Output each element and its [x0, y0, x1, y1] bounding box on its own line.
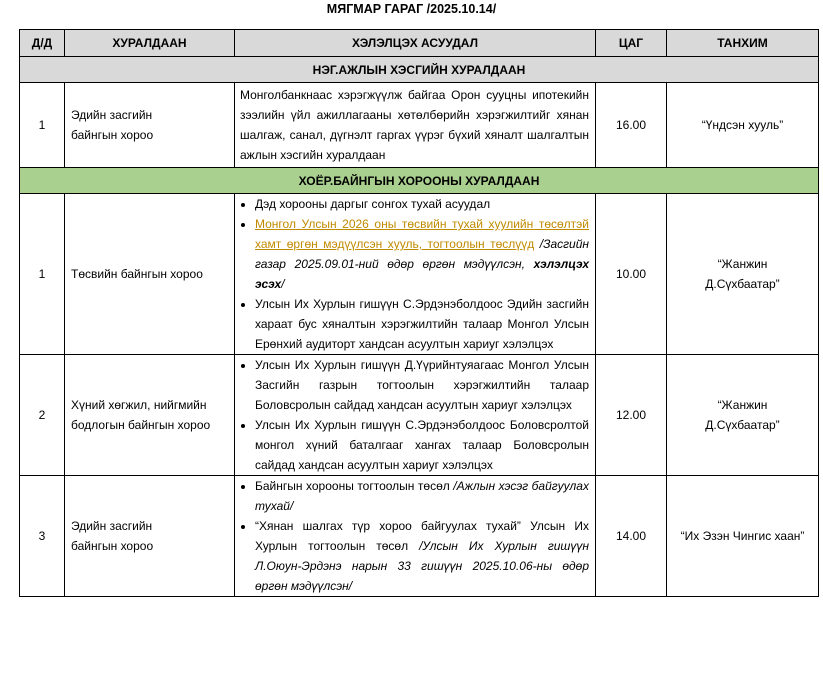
agenda-text: Монголбанкнаас хэрэгжүүлж байгаа Орон сууцны ипотекийн зээлийн үйл ажиллагааны хөтөлбөрийн хэрэгжилтийг хянан шалгаж, санал, дүгнэлт гаргах үүрэг бүхий хяналт шалгалтын ажлын хэсгийн хуралдаан: [235, 83, 596, 168]
table-header-row: [20, 30, 819, 57]
agenda-item: • Улсын Их Хурлын гишүүн С.Эрдэнэболдоос Эдийн засгийн хараат бус хяналтын хэрэгжилтийн талаар Монгол Улсын Ерөнхий аудиторт хандсан асуултын хариуг хэлэлцэх: [255, 294, 589, 354]
committee-name: Эдийн засгийн байнгын хороо: [65, 83, 235, 168]
column-header-room: ТАНХИМ: [667, 30, 819, 57]
page-title: МЯГМАР ГАРАГ /2025.10.14/: [326, 2, 497, 16]
row-number: 3: [20, 476, 65, 597]
section-title: НЭГ.АЖЛЫН ХЭСГИЙН ХУРАЛДААН: [20, 57, 819, 83]
column-header-time: ЦАГ: [596, 30, 667, 57]
table-row: [20, 194, 819, 355]
meeting-time: 10.00: [596, 194, 667, 355]
column-header-topic: ХЭЛЭЛЦЭХ АСУУДАЛ: [235, 30, 596, 57]
agenda-list: [235, 476, 596, 597]
committee-name: Эдийн засгийн байнгын хороо: [65, 476, 235, 597]
meeting-room: “Жанжин Д.Сүхбаатар”: [667, 355, 819, 476]
column-header-meeting: ХУРАЛДААН: [65, 30, 235, 57]
table-row: [20, 355, 819, 476]
meeting-room: “Үндсэн хууль”: [667, 83, 819, 168]
meeting-time: 12.00: [596, 355, 667, 476]
agenda-item: • Улсын Их Хурлын гишүүн Д.Үүрийнтуяагаас Монгол Улсын Засгийн газрын тогтоолын хэрэгжилтийн талаар Боловсролын сайдад хандсан асуултын хариуг хэлэлцэх: [255, 355, 589, 415]
agenda-list: [235, 194, 596, 355]
agenda-item: • Монгол Улсын 2026 оны төсвийн тухай хуулийн төсөлтэй хамт өргөн мэдүүлсэн хууль, тогтоолын төслүүд /Засгийн газар 2025.09.01-ний өдөр өргөн мэдүүлсэн, хэлэлцэх эсэх/: [255, 214, 589, 294]
meeting-room: “Жанжин Д.Сүхбаатар”: [667, 194, 819, 355]
section-row-working-group: [20, 57, 819, 83]
meeting-time: 16.00: [596, 83, 667, 168]
table-row: [20, 83, 819, 168]
agenda-item: • Байнгын хорооны тогтоолын төсөл /Ажлын хэсэг байгуулах тухай/: [255, 476, 589, 516]
section-title: ХОЁР.БАЙНГЫН ХОРООНЫ ХУРАЛДААН: [20, 168, 819, 194]
table-row: [20, 476, 819, 597]
agenda-item: • “Хянан шалгах түр хороо байгуулах тухай” Улсын Их Хурлын тогтоолын төсөл /Улсын Их Хурлын гишүүн Л.Оюун-Эрдэнэ нарын 33 гишүүн 2025.10.06-ны өдөр өргөн мэдүүлсэн/: [255, 516, 589, 596]
section-row-standing-committee: [20, 168, 819, 194]
row-number: 1: [20, 83, 65, 168]
committee-name: Хүний хөгжил, нийгмийн бодлогын байнгын хороо: [65, 355, 235, 476]
row-number: 2: [20, 355, 65, 476]
row-number: 1: [20, 194, 65, 355]
agenda-item: • Улсын Их Хурлын гишүүн С.Эрдэнэболдоос Боловсролтой монгол хүний баталгааг хангах талаар Боловсролын сайдад хандсан асуултын хариуг хэлэлцэх: [255, 415, 589, 475]
schedule-table: [19, 29, 819, 597]
meeting-room: “Их Эзэн Чингис хаан”: [667, 476, 819, 597]
bill-link[interactable]: Монгол Улсын 2026 оны төсвийн тухай хуулийн төсөлтэй хамт өргөн мэдүүлсэн хууль, тогтоолын төслүүд: [255, 217, 589, 251]
meeting-time: 14.00: [596, 476, 667, 597]
committee-name: Төсвийн байнгын хороо: [65, 194, 235, 355]
agenda-item: • Дэд хорооны даргыг сонгох тухай асуудал: [255, 194, 589, 214]
agenda-list: [235, 355, 596, 476]
column-header-num: Д/Д: [20, 30, 65, 57]
